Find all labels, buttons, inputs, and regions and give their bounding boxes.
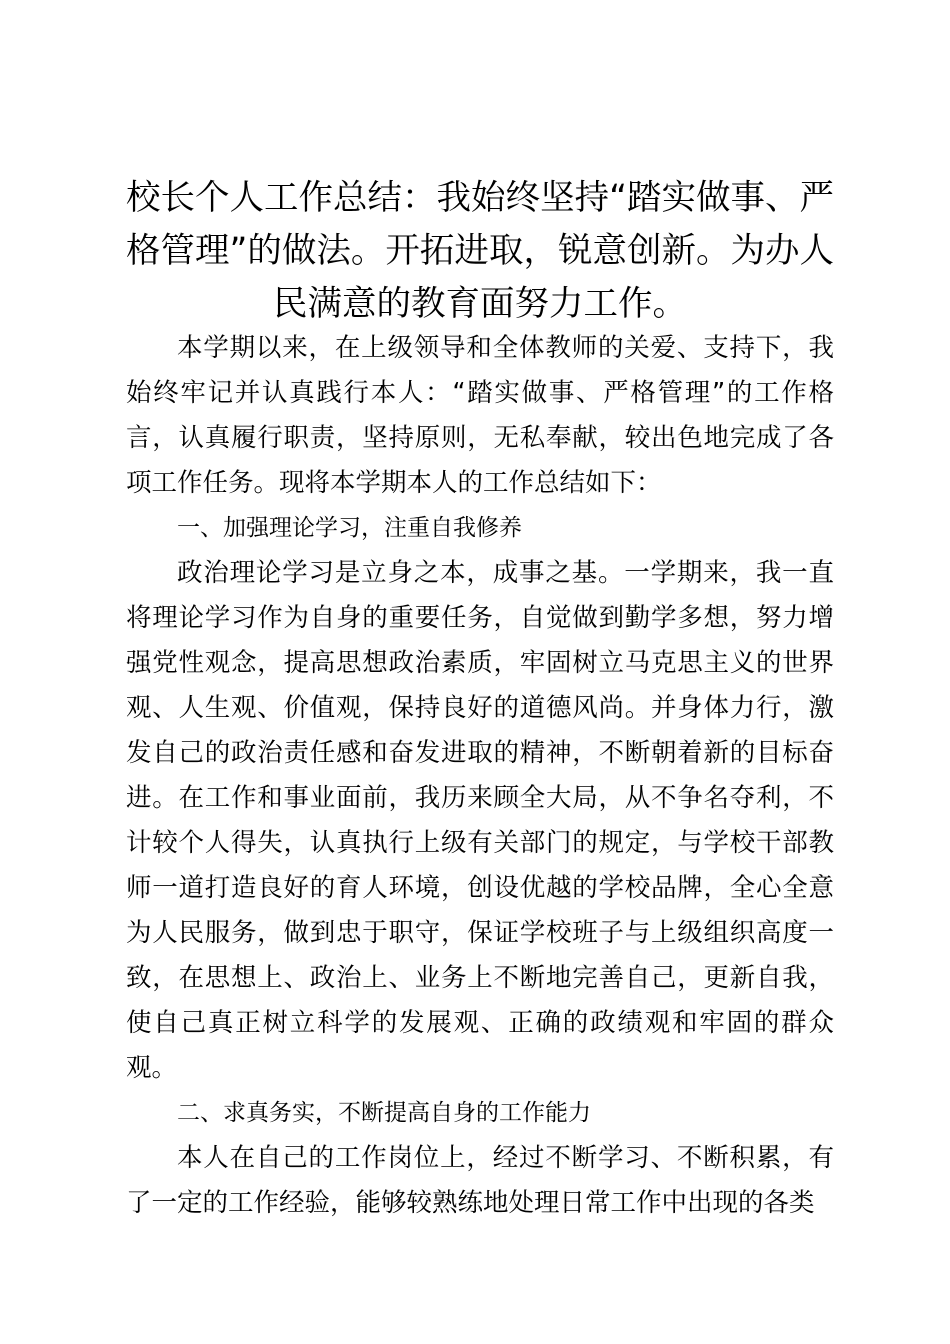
section-1-heading: 一、加强理论学习，注重自我修养: [177, 515, 522, 541]
document-title: 校长个人工作总结：我始终坚持“踏实做事、严格管理”的做法。开拓进取，锐意创新。为办人民满意的教育面努力工作。: [126, 178, 834, 324]
document-body: [126, 326, 834, 1226]
section-2-paragraph: 本人在自己的工作岗位上，经过不断学习、不断积累，有了一定的工作经验，能够较熟练地处理日常工作中出现的各类: [126, 1143, 834, 1218]
section-2-heading: 二、求真务实，不断提高自身的工作能力: [177, 1100, 591, 1126]
intro-paragraph: 本学期以来，在上级领导和全体教师的关爱、支持下，我始终牢记并认真践行本人：“踏实做事、严格管理”的工作格言，认真履行职责，坚持原则，无私奉献，较出色地完成了各项工作任务。现将本学期本人的工作总结如下：: [126, 333, 834, 498]
section-1-paragraph: 政治理论学习是立身之本，成事之基。一学期来，我一直将理论学习作为自身的重要任务，自觉做到勤学多想，努力增强党性观念，提高思想政治素质，牢固树立马克思主义的世界观、人生观、价值观，保持良好的道德风尚。并身体力行，激发自己的政治责任感和奋发进取的精神，不断朝着新的目标奋进。在工作和事业面前，我历来顾全大局，从不争名夺利，不计较个人得失，认真执行上级有关部门的规定，与学校干部教师一道打造良好的育人环境，创设优越的学校品牌，全心全意为人民服务，做到忠于职守，保证学校班子与上级组织高度一致，在思想上、政治上、业务上不断地完善自己，更新自我，使自己真正树立科学的发展观、正确的政绩观和牢固的群众观。: [126, 558, 834, 1083]
